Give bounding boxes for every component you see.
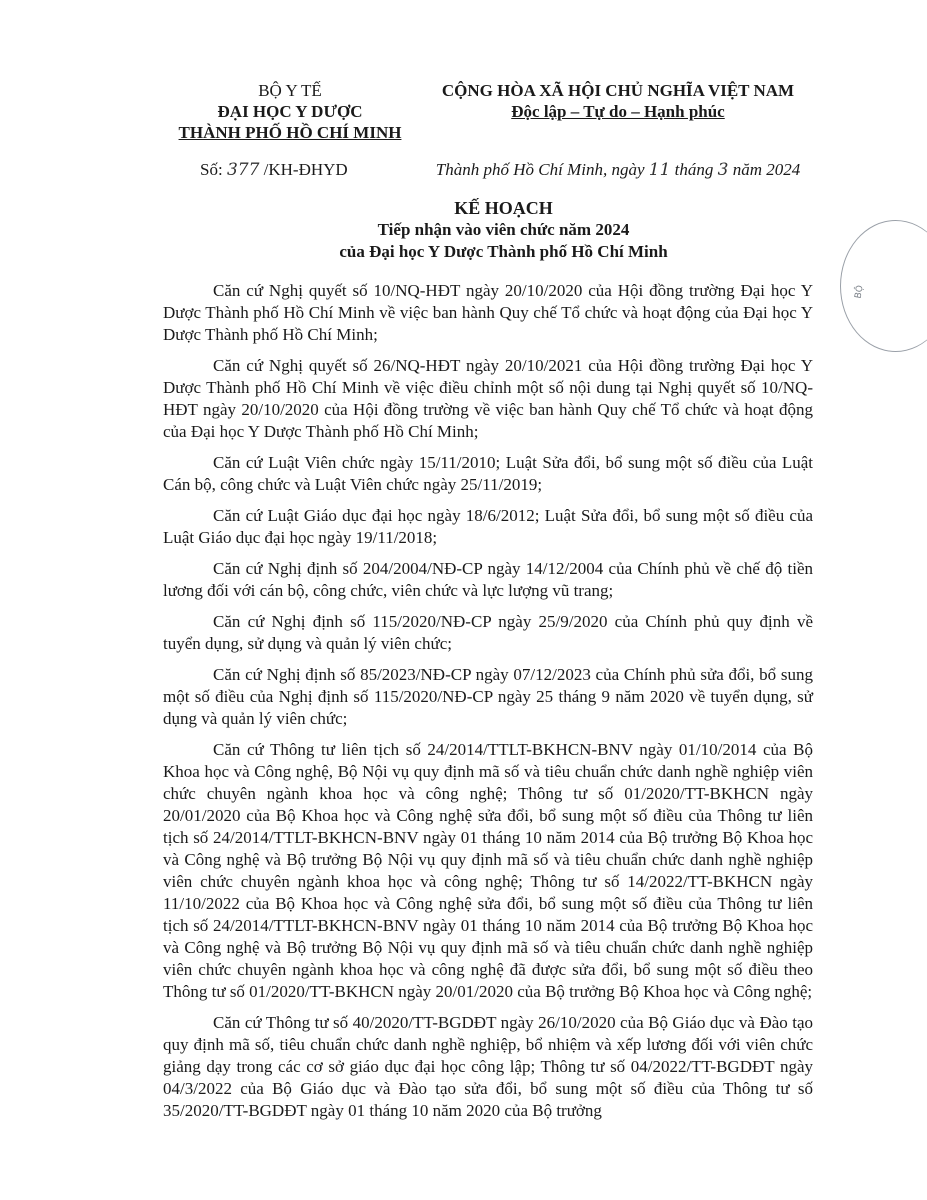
legal-basis-paragraph: Căn cứ Luật Giáo dục đại học ngày 18/6/2012; Luật Sửa đổi, bổ sung một số điều của Luật Giáo dục đại học ngày 19/11/2018; <box>163 506 813 547</box>
date-prefix: Thành phố Hồ Chí Minh, ngày <box>435 160 645 179</box>
issuing-agency-header <box>160 80 420 143</box>
date-month: 3 <box>717 160 729 180</box>
date-month-label: tháng <box>674 160 714 179</box>
legal-basis-paragraph: Căn cứ Nghị định số 85/2023/NĐ-CP ngày 07/12/2023 của Chính phủ sửa đổi, bổ sung một số điều của Nghị định số 115/2020/NĐ-CP ngày 25 tháng 9 năm 2020 về tuyển dụng, sử dụng và quản lý viên chức; <box>163 665 813 728</box>
legal-basis-paragraph: Căn cứ Nghị quyết số 26/NQ-HĐT ngày 20/10/2021 của Hội đồng trường Đại học Y Dược Thành phố Hồ Chí Minh về việc điều chỉnh một số nội dung tại Nghị quyết số 10/NQ-HĐT ngày 20/10/2020 của Hội đồng trường về việc ban hành Quy chế Tổ chức và hoạt động của Đại học Y Dược Thành phố Hồ Chí Minh; <box>163 356 813 441</box>
document-date <box>418 160 818 180</box>
document-title <box>0 197 927 263</box>
document-body <box>163 280 813 1131</box>
legal-basis-paragraph: Căn cứ Thông tư số 40/2020/TT-BGDĐT ngày 26/10/2020 của Bộ Giáo dục và Đào tạo quy định mã số, tiêu chuẩn chức danh nghề nghiệp, bổ nhiệm và xếp lương đối với viên chức giảng dạy trong các cơ sở giáo dục đại học công lập; Thông tư số 04/2022/TT-BGDĐT ngày 04/3/2022 của Bộ Giáo dục và Đào tạo sửa đổi, bổ sung một số điều của Thông tư số 35/2020/TT-BGDĐT ngày 01 tháng 10 năm 2020 của Bộ trưởng <box>163 1013 813 1120</box>
seal-stamp-text: BỘ <box>853 284 866 300</box>
doc-number-handwritten: 377 <box>226 160 260 180</box>
university-name-line1: ĐẠI HỌC Y DƯỢC <box>217 102 363 121</box>
university-name-line2: THÀNH PHỐ HỒ CHÍ MINH <box>178 123 402 142</box>
legal-basis-paragraph: Căn cứ Nghị quyết số 10/NQ-HĐT ngày 20/10/2020 của Hội đồng trường Đại học Y Dược Thành phố Hồ Chí Minh về việc ban hành Quy chế Tổ chức và hoạt động của Đại học Y Dược Thành phố Hồ Chí Minh; <box>163 281 813 344</box>
national-motto: Độc lập – Tự do – Hạnh phúc <box>511 102 725 121</box>
national-header <box>412 80 824 122</box>
ministry-name: BỘ Y TẾ <box>258 81 322 100</box>
title-line2: của Đại học Y Dược Thành phố Hồ Chí Minh <box>339 242 668 261</box>
document-number <box>200 160 348 180</box>
legal-basis-paragraph: Căn cứ Nghị định số 115/2020/NĐ-CP ngày 25/9/2020 của Chính phủ quy định về tuyển dụng, sử dụng và quản lý viên chức; <box>163 612 813 653</box>
nation-name: CỘNG HÒA XÃ HỘI CHỦ NGHĨA VIỆT NAM <box>441 81 795 100</box>
doc-number-suffix: /KH-ĐHYD <box>263 160 348 179</box>
date-day: 11 <box>648 160 671 180</box>
legal-basis-paragraph: Căn cứ Nghị định số 204/2004/NĐ-CP ngày 14/12/2004 của Chính phủ về chế độ tiền lương đối với cán bộ, công chức, viên chức và lực lượng vũ trang; <box>163 559 813 600</box>
legal-basis-paragraph: Căn cứ Thông tư liên tịch số 24/2014/TTLT-BKHCN-BNV ngày 01/10/2014 của Bộ Khoa học và Công nghệ, Bộ Nội vụ quy định mã số và tiêu chuẩn chức danh nghề nghiệp viên chức chuyên ngành khoa học và công nghệ; Thông tư số 01/2020/TT-BKHCN ngày 20/01/2020 của Bộ Khoa học và Công nghệ sửa đổi, bổ sung một số điều của Thông tư liên tịch số 24/2014/TTLT-BKHCN-BNV ngày 01 tháng 10 năm 2014 của Bộ trưởng Bộ Khoa học và Công nghệ và Bộ trưởng Bộ Nội vụ quy định mã số và tiêu chuẩn chức danh nghề nghiệp viên chức chuyên ngành khoa học và công nghệ; Thông tư số 14/2022/TT-BKHCN ngày 11/10/2022 của Bộ Khoa học và Công nghệ sửa đổi, bổ sung một số điều của Thông tư liên tịch số 24/2014/TTLT-BKHCN-BNV ngày 01 tháng 10 năm 2014 của Bộ trưởng Bộ Khoa học và Công nghệ và Bộ trưởng Bộ Nội vụ quy định mã số và tiêu chuẩn chức danh nghề nghiệp viên chức chuyên ngành khoa học và công nghệ đã được sửa đổi, bổ sung một số điều theo Thông tư số 01/2020/TT-BKHCN ngày 20/01/2020 của Bộ trưởng Bộ Khoa học và Công nghệ; <box>163 740 813 1001</box>
legal-basis-paragraph: Căn cứ Luật Viên chức ngày 15/11/2010; Luật Sửa đổi, bổ sung một số điều của Luật Cán bộ, công chức và Luật Viên chức ngày 25/11/2019; <box>163 453 813 494</box>
title-line1: Tiếp nhận vào viên chức năm 2024 <box>377 220 630 239</box>
document-type: KẾ HOẠCH <box>454 198 553 218</box>
doc-number-prefix: Số: <box>200 160 223 179</box>
date-year: năm 2024 <box>732 160 801 179</box>
